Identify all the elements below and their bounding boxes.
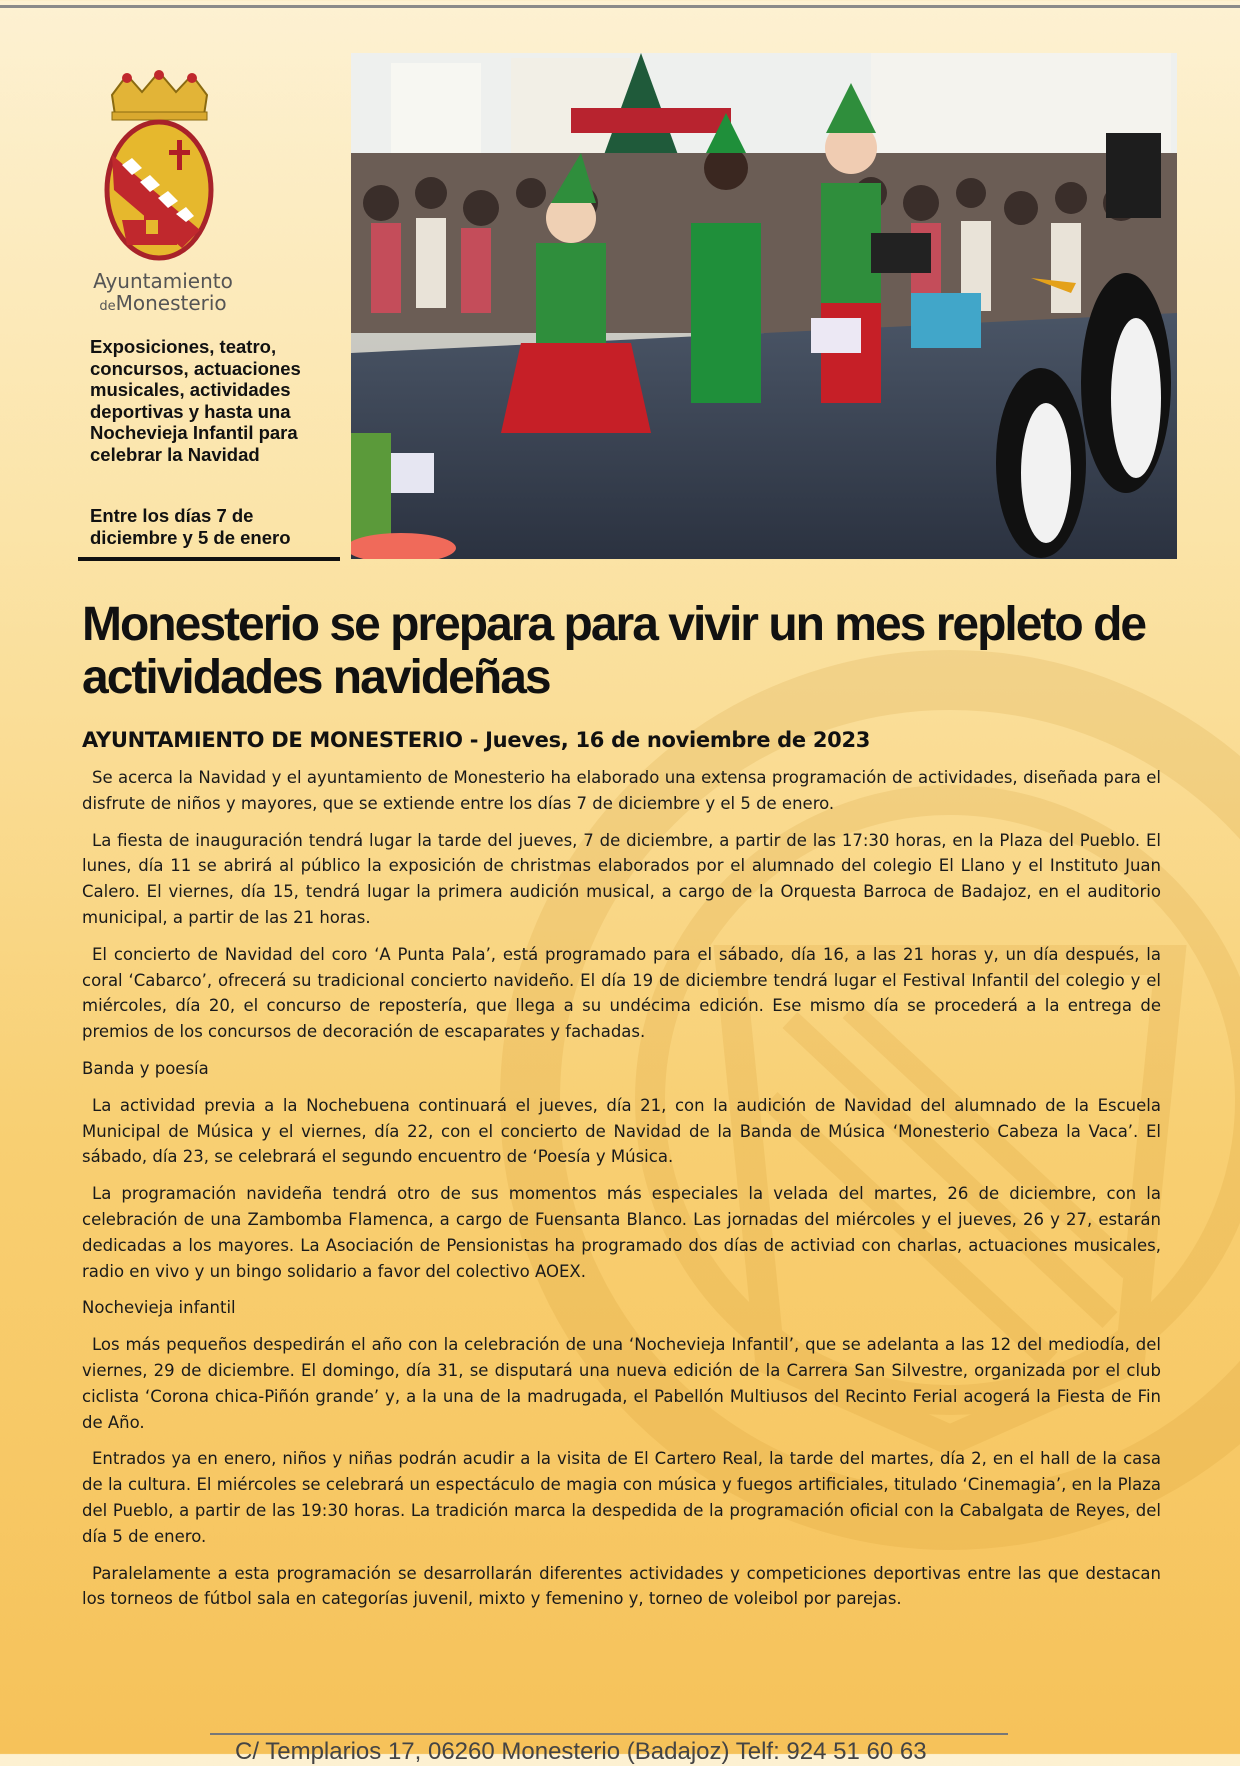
paragraph: La fiesta de inauguración tendrá lugar la tarde del jueves, 7 de diciembre, a partir de las 17:30 horas, en la Plaza del Pueblo. El lunes, día 11 se abrirá al público la exposición de christmas elaborados por el alumnado del colegio El Llano y el Instituto Juan Calero. El viernes, día 15, tendrá lugar la primera audición musical, a cargo de la Orquesta Barroca de Badajoz, en el auditorio municipal, a partir de las 21 horas. [82, 830, 1161, 927]
logo-line2a: de [99, 299, 116, 314]
article-body [82, 765, 1161, 1623]
logo-line1: Ayuntamiento [93, 269, 233, 293]
paragraph: Paralelamente a esta programación se desarrollarán diferentes actividades y competiciones deportivas entre las que destacan los torneos de fútbol sala en categorías juvenil, mixto y femenino y, torneo de voleibol por parejas. [82, 1563, 1161, 1609]
footer-address: C/ Templarios 17, 06260 Monesterio (Badajoz) Telf: 924 51 60 63 [235, 1738, 927, 1765]
subheading: Banda y poesía [82, 1058, 209, 1078]
paragraph: La actividad previa a la Nochebuena continuará el jueves, día 21, con la audición de Navidad del alumnado de la Escuela Municipal de Música y el viernes, día 22, con el concierto de Navidad de la Banda de Música ‘Monesterio Cabeza la Vaca’. El sábado, día 23, se celebrará el segundo encuentro de ‘Poesía y Música. [82, 1095, 1161, 1167]
paragraph: Entrados ya en enero, niños y niñas podrán acudir a la visita de El Cartero Real, la tarde del martes, día 2, en el hall de la casa de la cultura. El miércoles se celebrará un espectáculo de magia con música y fuegos artificiales, titulado ‘Cinemagia’, en la Plaza del Pueblo, a partir de las 19:30 horas. La tradición marca la despedida de la programación oficial con la Cabalgata de Reyes, del día 5 de enero. [82, 1449, 1161, 1546]
lede-divider [78, 557, 340, 561]
top-rule [0, 5, 1240, 8]
logo-wordmark [88, 270, 238, 318]
lede-summary: Exposiciones, teatro, concursos, actuaciones musicales, actividades deportivas y hasta una Nochevieja Infantil para celebrar la Navidad [90, 336, 301, 465]
subheading: Nochevieja infantil [82, 1298, 236, 1318]
paragraph: La programación navideña tendrá otro de sus momentos más especiales la velada del martes, 26 de diciembre, con la celebración de una Zambomba Flamenca, a cargo de Fuensanta Blanco. Las jornadas del miércoles y el jueves, 26 y 27, estarán dedicadas a los mayores. La Asociación de Pensionistas ha programado dos días de activiad con charlas, actuaciones musicales, radio en vivo y un bingo solidario a favor del colectivo AOEX. [82, 1184, 1161, 1281]
logo-line2b: Monesterio [115, 291, 227, 315]
date-range: Entre los días 7 de diciembre y 5 de enero [90, 505, 291, 548]
article-title: Monesterio se prepara para vivir un mes repleto de actividades navideñas [82, 598, 1146, 704]
paragraph: Los más pequeños despedirán el año con la celebración de una ‘Nochevieja Infantil’, que se adelanta a las 12 del mediodía, del viernes, 29 de diciembre. El domingo, día 31, se disputará una nueva edición de la Carrera San Silvestre, organizada por el club ciclista ‘Corona chica-Piñón grande’ y, a la una de la madrugada, el Pabellón Multiusos del Recinto Ferial acogerá la Fiesta de Fin de Año. [82, 1335, 1161, 1432]
event-photo [351, 53, 1177, 559]
article-byline: AYUNTAMIENTO DE MONESTERIO - Jueves, 16 de noviembre de 2023 [82, 728, 871, 752]
paragraph: Se acerca la Navidad y el ayuntamiento de Monesterio ha elaborado una extensa programación de actividades, diseñada para el disfrute de niños y mayores, que se extiende entre los días 7 de diciembre y el 5 de enero. [82, 768, 1161, 813]
footer-rule [210, 1733, 1008, 1735]
paragraph: El concierto de Navidad del coro ‘A Punta Pala’, está programado para el sábado, día 16, a las 21 horas y, un día después, la coral ‘Cabarco’, ofrecerá su tradicional concierto navideño. El día 19 de diciembre tendrá lugar el Festival Infantil del colegio y el miércoles, día 20, el concurso de repostería, que llega a su undécima edición. Ese mismo día se procederá a la entrega de premios de los concursos de decoración de escaparates y fachadas. [82, 944, 1161, 1042]
